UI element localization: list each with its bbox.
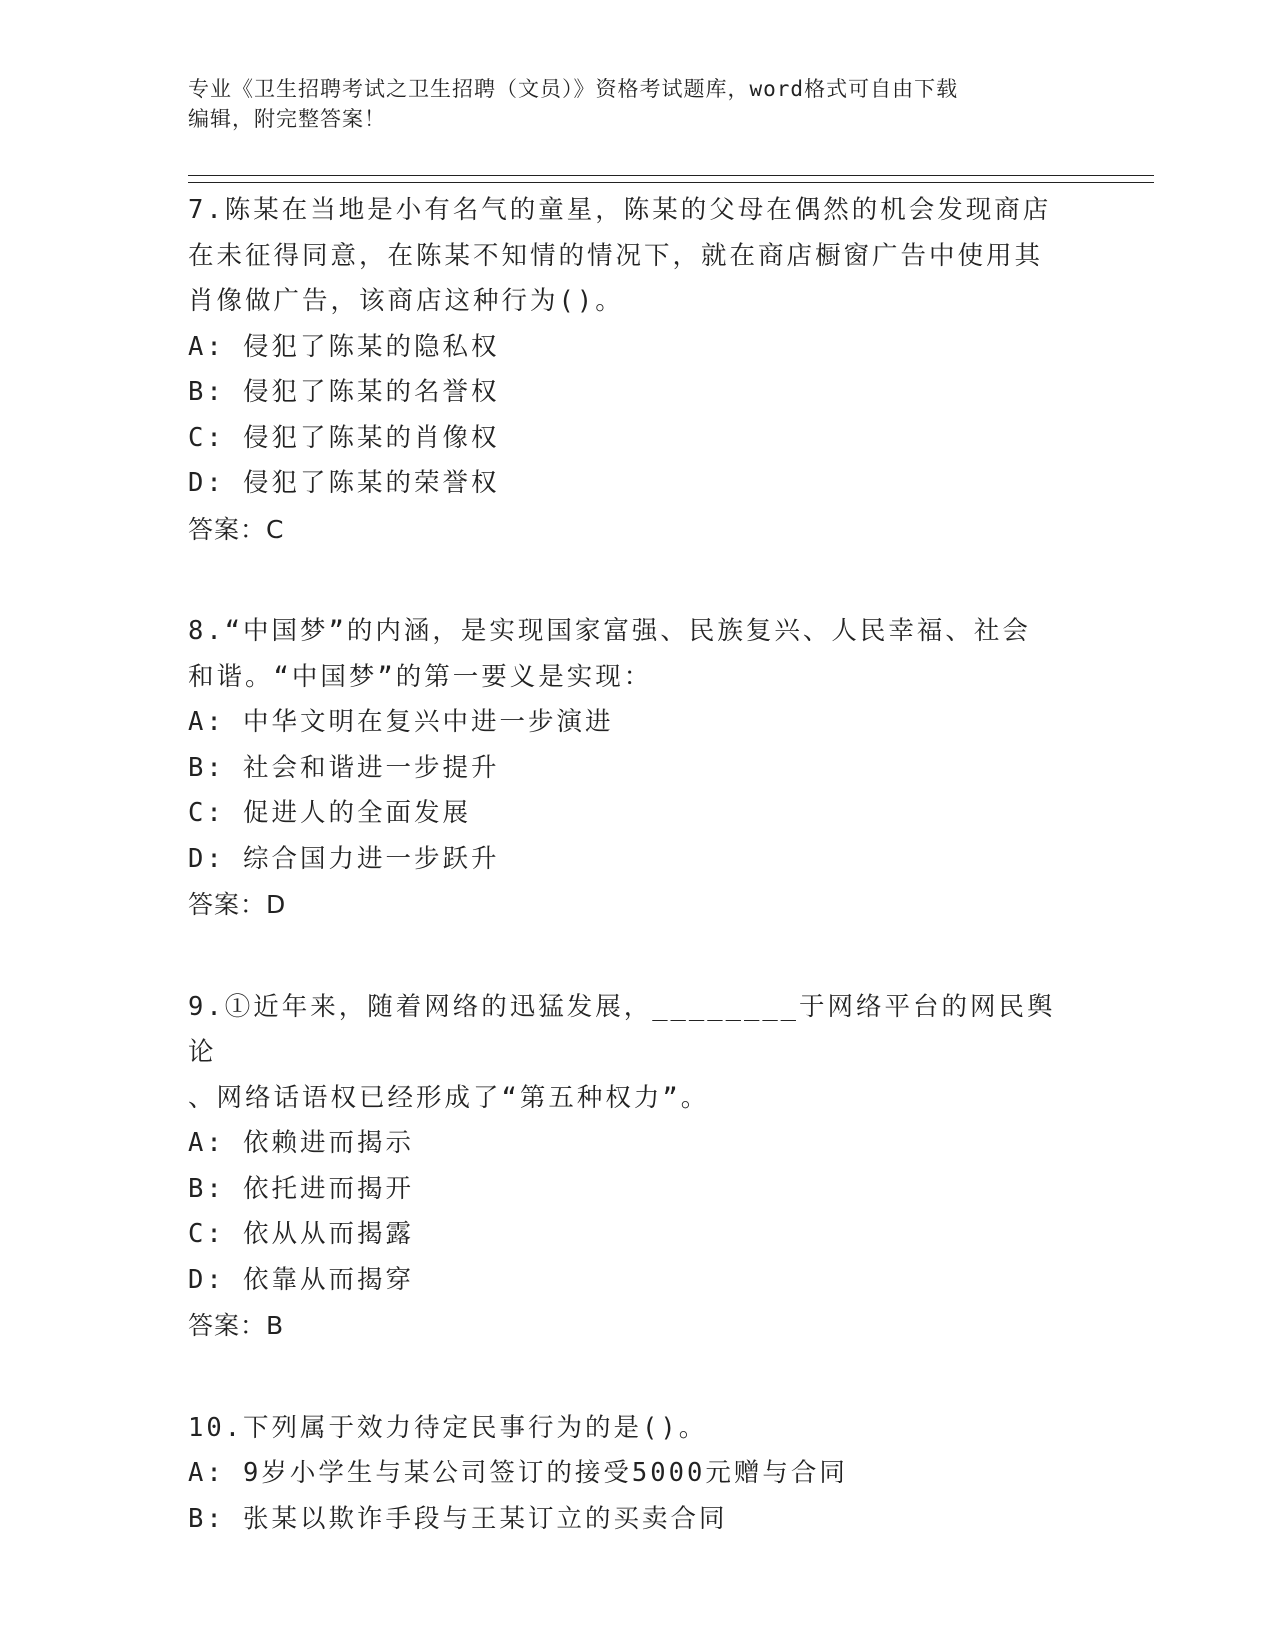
option-d: D: 侵犯了陈某的荣誉权: [188, 468, 500, 498]
question-stem-line: 在未征得同意，在陈某不知情的情况下，就在商店橱窗广告中使用其: [188, 240, 1044, 271]
header-divider-bottom: [188, 182, 1154, 183]
option-b: B: 社会和谐进一步提升: [188, 752, 500, 783]
option-a: A: 依赖进而揭示: [188, 1128, 415, 1158]
answer-line: 答案：D: [188, 890, 287, 919]
question-stem-line: 10.下列属于效力待定民事行为的是()。: [188, 1412, 708, 1443]
option-b: B: 侵犯了陈某的名誉权: [188, 377, 500, 407]
question-list: [188, 188, 1068, 1599]
option-c: C: 依从从而揭露: [188, 1219, 415, 1249]
answer-line: 答案：B: [188, 1311, 285, 1340]
question-8: [188, 609, 1068, 928]
option-b: B: 依托进而揭开: [188, 1173, 415, 1204]
question-stem-line: 8.“中国梦”的内涵，是实现国家富强、民族复兴、人民幸福、社会: [188, 616, 1031, 646]
header-line-1: 专业《卫生招聘考试之卫生招聘（文员）》资格考试题库，word格式可自由下载: [188, 77, 959, 101]
document-header: [188, 74, 1088, 134]
question-stem-line: 7.陈某在当地是小有名气的童星，陈某的父母在偶然的机会发现商店: [188, 195, 1052, 225]
question-stem-line: 和谐。“中国梦”的第一要义是实现：: [188, 661, 653, 692]
option-c: C: 侵犯了陈某的肖像权: [188, 422, 500, 453]
answer-line: 答案：C: [188, 514, 285, 544]
question-10: [188, 1406, 1068, 1543]
question-stem-line: 肖像做广告，该商店这种行为()。: [188, 286, 624, 316]
option-a: A: 中华文明在复兴中进一步演进: [188, 707, 614, 737]
question-7: [188, 188, 1068, 552]
option-d: D: 依靠从而揭穿: [188, 1264, 415, 1295]
option-b: B: 张某以欺诈手段与王某订立的买卖合同: [188, 1503, 728, 1534]
question-stem-line: 9.①近年来，随着网络的迅猛发展，________于网络平台的网民舆论: [188, 991, 1056, 1067]
header-line-2: 编辑，附完整答案！: [188, 107, 386, 131]
question-9: [188, 985, 1068, 1349]
option-a: A: 9岁小学生与某公司签订的接受5000元赠与合同: [188, 1458, 848, 1488]
option-a: A: 侵犯了陈某的隐私权: [188, 331, 500, 362]
header-divider-top: [188, 175, 1154, 176]
option-d: D: 综合国力进一步跃升: [188, 843, 500, 874]
option-c: C: 促进人的全面发展: [188, 798, 472, 828]
question-stem-line: 、网络话语权已经形成了“第五种权力”。: [188, 1082, 710, 1113]
